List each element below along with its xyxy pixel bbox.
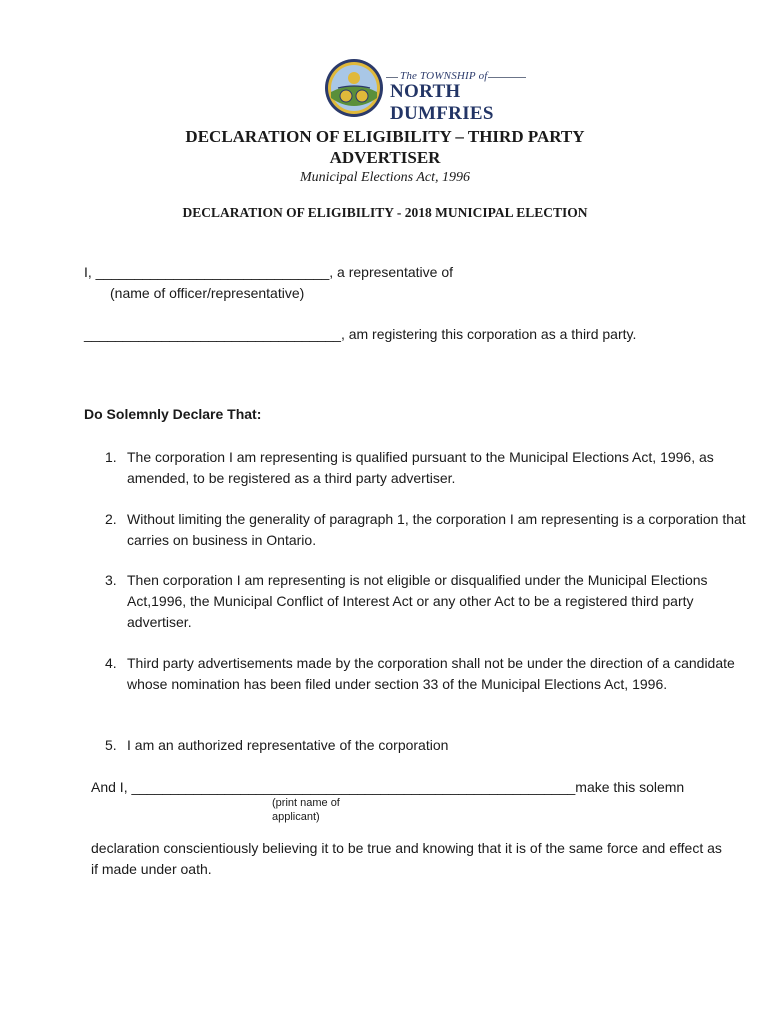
township-seal-icon	[324, 58, 384, 118]
list-item-number: 3.	[105, 572, 117, 588]
doc-title-line1: DECLARATION OF ELIGIBILITY – THIRD PARTY	[185, 127, 585, 146]
list-item-number: 2.	[105, 511, 117, 527]
applicant-caption-line1: (print name of	[272, 797, 340, 809]
list-item-number: 4.	[105, 655, 117, 671]
logo-line1: The TOWNSHIP of	[400, 70, 488, 82]
applicant-name-line: And I, _________________________________________________________make this solemn	[91, 779, 685, 795]
list-item-number: 5.	[105, 737, 117, 753]
doc-title-line2: ADVERTISER	[329, 148, 441, 167]
list-item: The corporation I am representing is qualified pursuant to the Municipal Elections Act, 1996, as amended, to be registered as a third party advertiser.	[127, 449, 714, 486]
list-item: Third party advertisements made by the corporation shall not be under the direction of a candidate whose nomination has been filed under section 33 of the Municipal Elections Act, 1996.	[127, 655, 735, 692]
declare-heading: Do Solemnly Declare That:	[84, 406, 262, 422]
election-title: DECLARATION OF ELIGIBILITY - 2018 MUNICIPAL ELECTION	[182, 205, 588, 220]
solemn-declaration-text: declaration conscientiously believing it to be true and knowing that it is of the same force and effect as if made under oath.	[91, 840, 722, 877]
list-item: Then corporation I am representing is not eligible or disqualified under the Municipal Elections Act,1996, the Municipal Conflict of Interest Act or any other Act to be a registered third party advertiser.	[127, 572, 708, 630]
corporation-name-line: _________________________________, am registering this corporation as a third party.	[84, 326, 637, 342]
logo-line2: NORTH DUMFRIES	[390, 81, 494, 124]
list-item: I am an authorized representative of the corporation	[127, 737, 449, 753]
doc-subtitle: Municipal Elections Act, 1996	[299, 170, 471, 185]
officer-name-line: I, ______________________________, a representative of	[84, 264, 453, 280]
applicant-caption-line2: applicant)	[272, 811, 320, 823]
list-item-number: 1.	[105, 449, 117, 465]
list-item: Without limiting the generality of paragraph 1, the corporation I am representing is a corporation that carries on business in Ontario.	[127, 511, 746, 548]
township-logo	[324, 58, 530, 124]
officer-name-caption: (name of officer/representative)	[110, 285, 305, 301]
